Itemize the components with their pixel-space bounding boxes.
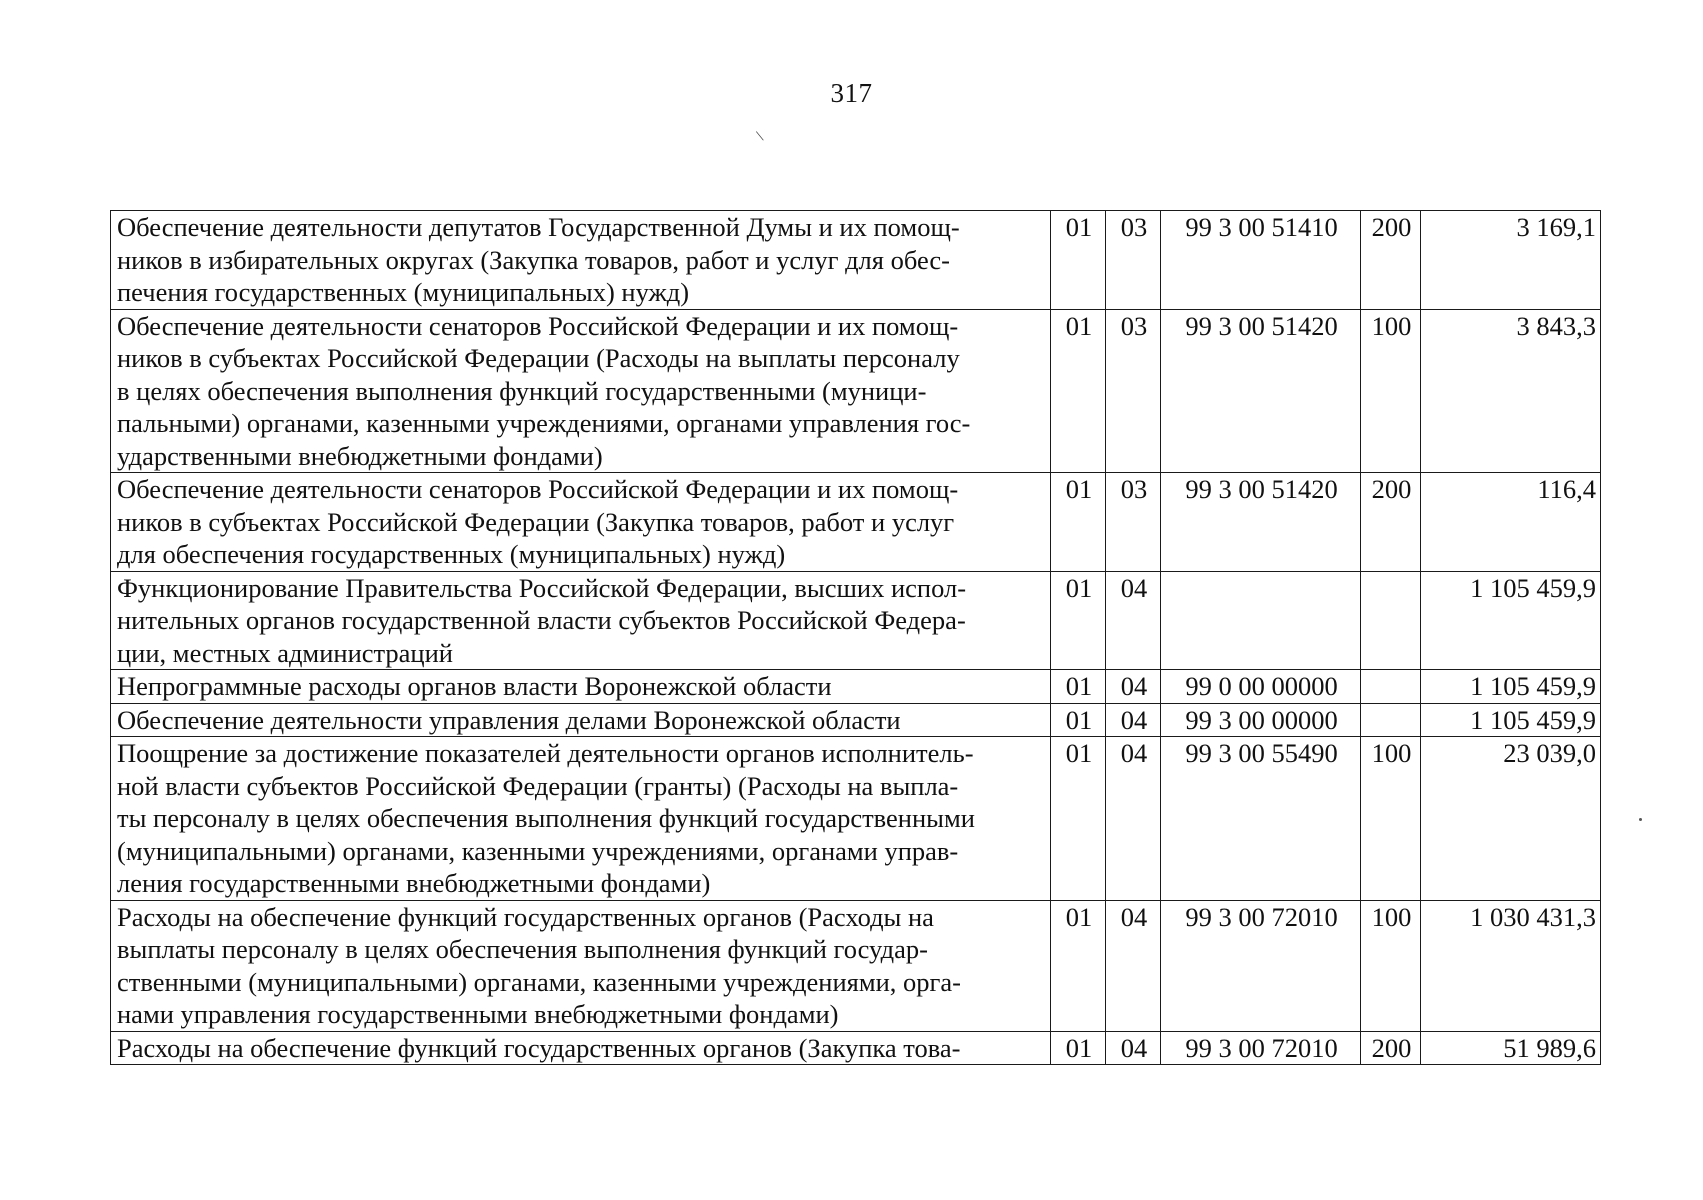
expense-type-code: 200 — [1361, 1031, 1421, 1065]
expense-type-code: 100 — [1361, 309, 1421, 473]
description-line: Обеспечение деятельности управления делами Воронежской области — [117, 704, 901, 735]
section-code: 01 — [1051, 211, 1106, 310]
target-article-code: 99 3 00 51420 — [1161, 473, 1361, 572]
expense-description — [111, 473, 1051, 572]
description-line: ударственными внебюджетными фондами) — [117, 440, 603, 471]
amount: 51 989,6 — [1421, 1031, 1601, 1065]
expense-type-code — [1361, 670, 1421, 704]
budget-table — [110, 210, 1601, 1065]
amount: 1 030 431,3 — [1421, 900, 1601, 1031]
description-line: ты персоналу в целях обеспечения выполнения функций государственными — [117, 803, 975, 833]
table-row — [111, 309, 1601, 473]
target-article-code: 99 3 00 55490 — [1161, 737, 1361, 901]
description-line: печения государственных (муниципальных) нужд) — [117, 277, 690, 307]
subsection-code: 04 — [1106, 571, 1161, 670]
section-code: 01 — [1051, 703, 1106, 737]
expense-type-code: 100 — [1361, 900, 1421, 1031]
table-row — [111, 571, 1601, 670]
description-line: Обеспечение деятельности депутатов Государственной Думы и их помощ- — [117, 212, 960, 242]
amount: 1 105 459,9 — [1421, 670, 1601, 704]
amount: 23 039,0 — [1421, 737, 1601, 901]
target-article-code: 99 3 00 51420 — [1161, 309, 1361, 473]
table-row — [111, 900, 1601, 1031]
description-line: в целях обеспечения выполнения функций государственными (муници- — [117, 375, 927, 406]
section-code: 01 — [1051, 737, 1106, 901]
section-code: 01 — [1051, 1031, 1106, 1065]
section-code: 01 — [1051, 900, 1106, 1031]
expense-type-code: 100 — [1361, 737, 1421, 901]
subsection-code: 03 — [1106, 473, 1161, 572]
subsection-code: 04 — [1106, 900, 1161, 1031]
description-line: Обеспечение деятельности сенаторов Российской Федерации и их помощ- — [117, 310, 959, 341]
budget-table-body — [111, 211, 1601, 1065]
expense-type-code: 200 — [1361, 473, 1421, 572]
subsection-code: 04 — [1106, 703, 1161, 737]
table-row — [111, 737, 1601, 901]
description-line: ников в субъектах Российской Федерации (Закупка товаров, работ и услуг — [117, 506, 955, 537]
expense-type-code: 200 — [1361, 211, 1421, 310]
description-line: (муниципальными) органами, казенными учреждениями, органами управ- — [117, 835, 959, 866]
scan-dot — [1639, 818, 1642, 821]
description-line: выплаты персоналу в целях обеспечения выполнения функций государ- — [117, 934, 928, 964]
subsection-code: 04 — [1106, 670, 1161, 704]
amount: 1 105 459,9 — [1421, 703, 1601, 737]
description-line: для обеспечения государственных (муниципальных) нужд) — [117, 539, 786, 569]
description-line: ственными (муниципальными) органами, казенными учреждениями, орга- — [117, 966, 961, 997]
description-line: ции, местных администраций — [117, 637, 453, 668]
page-number: 317 — [830, 78, 873, 108]
description-line: Расходы на обеспечение функций государственных органов (Расходы на — [117, 901, 934, 932]
expense-description — [111, 737, 1051, 901]
target-article-code — [1161, 571, 1361, 670]
description-line: Поощрение за достижение показателей деятельности органов исполнитель- — [117, 738, 974, 768]
description-line: нами управления государственными внебюджетными фондами) — [117, 999, 839, 1029]
amount: 3 843,3 — [1421, 309, 1601, 473]
section-code: 01 — [1051, 670, 1106, 704]
expense-description — [111, 571, 1051, 670]
section-code: 01 — [1051, 473, 1106, 572]
table-row — [111, 670, 1601, 704]
amount: 116,4 — [1421, 473, 1601, 572]
section-code: 01 — [1051, 571, 1106, 670]
expense-description — [111, 703, 1051, 737]
target-article-code: 99 3 00 51410 — [1161, 211, 1361, 310]
expense-description — [111, 670, 1051, 704]
description-line: Обеспечение деятельности сенаторов Российской Федерации и их помощ- — [117, 474, 959, 504]
expense-type-code — [1361, 571, 1421, 670]
description-line: ной власти субъектов Российской Федерации (гранты) (Расходы на выпла- — [117, 770, 959, 801]
scan-mark: \ — [755, 127, 766, 146]
table-row — [111, 473, 1601, 572]
expense-description — [111, 1031, 1051, 1065]
description-line: нительных органов государственной власти субъектов Российской Федера- — [117, 605, 966, 635]
target-article-code: 99 3 00 00000 — [1161, 703, 1361, 737]
expense-description — [111, 211, 1051, 310]
table-row — [111, 703, 1601, 737]
description-line: пальными) органами, казенными учреждениями, органами управления гос- — [117, 408, 971, 438]
subsection-code: 03 — [1106, 211, 1161, 310]
description-line: Непрограммные расходы органов власти Воронежской области — [117, 671, 832, 701]
subsection-code: 04 — [1106, 1031, 1161, 1065]
description-line: ников в субъектах Российской Федерации (Расходы на выплаты персоналу — [117, 343, 960, 373]
amount: 3 169,1 — [1421, 211, 1601, 310]
expense-description — [111, 309, 1051, 473]
description-line: Расходы на обеспечение функций государственных органов (Закупка това- — [117, 1032, 961, 1063]
table-row — [111, 1031, 1601, 1065]
description-line: ников в избирательных округах (Закупка товаров, работ и услуг для обес- — [117, 244, 950, 275]
target-article-code: 99 3 00 72010 — [1161, 1031, 1361, 1065]
description-line: ления государственными внебюджетными фондами) — [117, 868, 711, 898]
table-row — [111, 211, 1601, 310]
expense-description — [111, 900, 1051, 1031]
subsection-code: 03 — [1106, 309, 1161, 473]
target-article-code: 99 3 00 72010 — [1161, 900, 1361, 1031]
target-article-code: 99 0 00 00000 — [1161, 670, 1361, 704]
subsection-code: 04 — [1106, 737, 1161, 901]
description-line: Функционирование Правительства Российской Федерации, высших испол- — [117, 572, 967, 603]
expense-type-code — [1361, 703, 1421, 737]
amount: 1 105 459,9 — [1421, 571, 1601, 670]
section-code: 01 — [1051, 309, 1106, 473]
